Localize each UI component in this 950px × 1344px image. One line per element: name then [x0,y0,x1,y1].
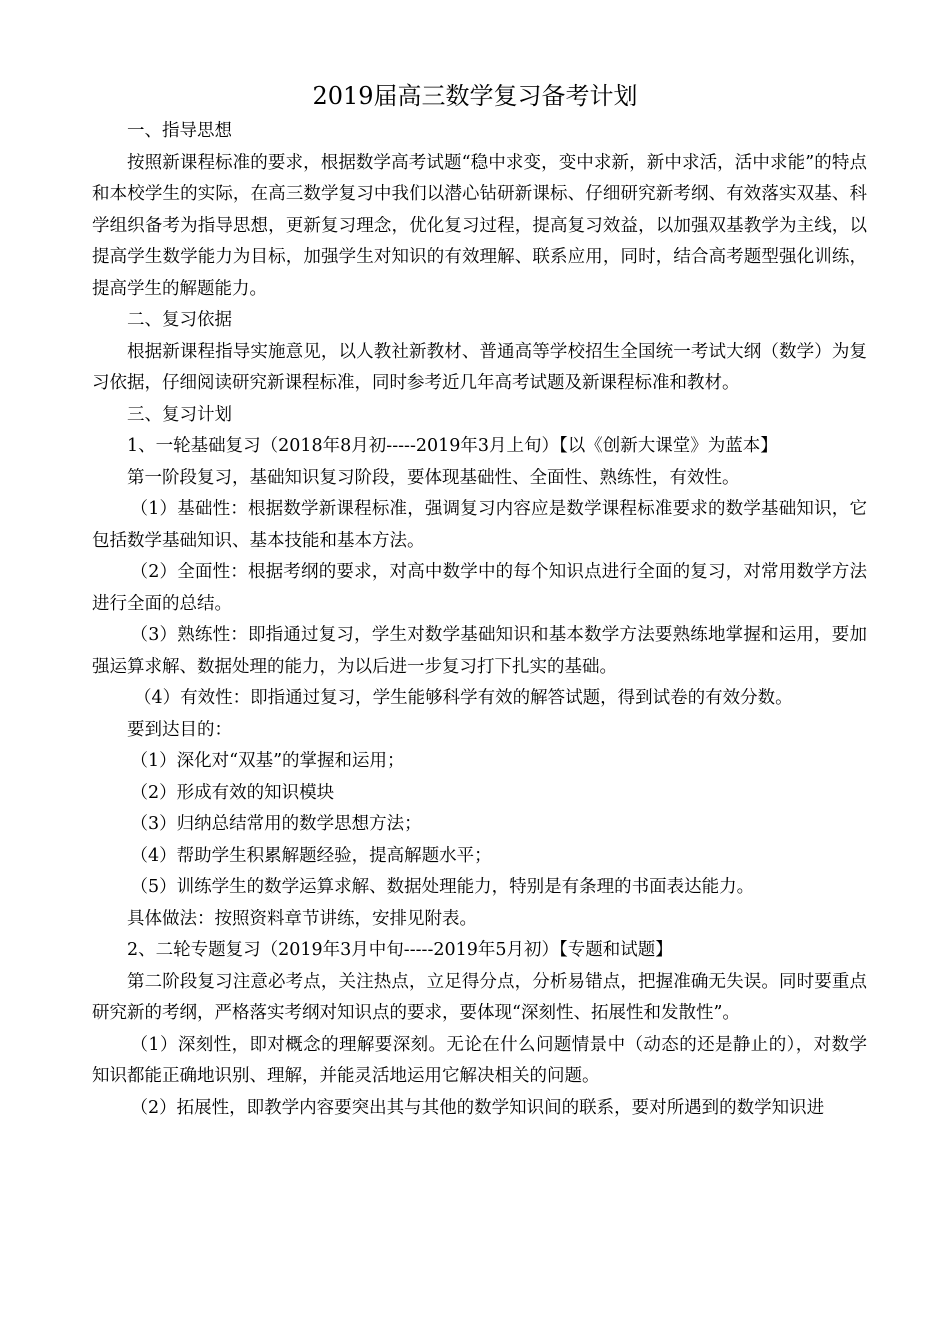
paragraph-second-stage: 第二阶段复习注意必考点，关注热点，立足得分点，分析易错点，把握准确无失误。同时要重点研究新的考纲，严格落实考纲对知识点的要求，要体现“深刻性、拓展性和发散性”。 [92,971,867,1023]
goal-item-4: （4）帮助学生积累解题经验，提高解题水平； [130,845,492,866]
section-heading-review-basis: 二、复习依据 [127,310,232,330]
document-title: 2019届高三数学复习备考计划 [312,82,638,110]
goal-item-2: （2）形成有效的知识模块 [130,782,335,803]
subheading-second-round-review: 2、二轮专题复习（2019年3月中旬-----2019年5月初）【专题和试题】 [127,940,673,960]
paragraph-first-stage: 第一阶段复习，基础知识复习阶段，要体现基础性、全面性、熟练性，有效性。 [127,467,740,488]
subheading-first-round-review: 1、一轮基础复习（2018年8月初-----2019年3月上旬）【以《创新大课堂》为蓝本】 [127,436,778,456]
item-effectiveness: （4）有效性：即指通过复习，学生能够科学有效的解答试题，得到试卷的有效分数。 [134,688,793,708]
item-comprehensive: （2）全面性：根据考纲的要求，对高中数学中的每个知识点进行全面的复习，对常用数学方法进行全面的总结。 [92,562,867,614]
item-depth: （1）深刻性，即对概念的理解要深刻。无论在什么问题情景中（动态的还是静止的），对数学知识都能正确地识别、理解，并能灵活地运用它解决相关的问题。 [92,1034,867,1086]
goal-item-1: （1）深化对“双基”的掌握和运用； [130,751,405,771]
goals-heading: 要到达目的： [127,719,232,740]
paragraph-guiding-ideology: 按照新课程标准的要求，根据数学高考试题“稳中求变，变中求新，新中求活，活中求能”的特点和本校学生的实际，在高三数学复习中我们以潜心钻研新课标、仔细研究新考纲、有效落实双基、科学组织备考为指导思想，更新复习理念，优化复习过程，提高复习效益，以加强双基教学为主线，以提高学生数学能力为目标，加强学生对知识的有效理解、联系应用，同时，结合高考题型强化训练，提高学生的解题能力。 [92,152,867,299]
item-proficiency: （3）熟练性：即指通过复习，学生对数学基础知识和基本数学方法要熟练地掌握和运用，要加强运算求解、数据处理的能力，为以后进一步复习打下扎实的基础。 [92,625,867,677]
paragraph-specific-method: 具体做法：按照资料章节讲练，安排见附表。 [127,908,477,929]
goal-item-3: （3）归纳总结常用的数学思想方法； [130,814,422,834]
section-heading-review-plan: 三、复习计划 [127,404,232,425]
paragraph-review-basis: 根据新课程指导实施意见，以人教社新教材、普通高等学校招生全国统一考试大纲（数学）为复习依据，仔细阅读研究新课程标准，同时参考近几年高考试题及新课程标准和教材。 [92,341,867,393]
document-body [92,116,867,1124]
item-extensibility: （2）拓展性，即教学内容要突出其与其他的数学知识间的联系，要对所遇到的数学知识进 [130,1097,825,1118]
section-heading-guiding-ideology: 一、指导思想 [127,121,232,141]
item-foundational: （1）基础性：根据数学新课程标准，强调复习内容应是数学课程标准要求的数学基础知识，它包括数学基础知识、基本技能和基本方法。 [92,499,867,551]
goal-item-5: （5）训练学生的数学运算求解、数据处理能力，特别是有条理的书面表达能力。 [130,877,755,897]
